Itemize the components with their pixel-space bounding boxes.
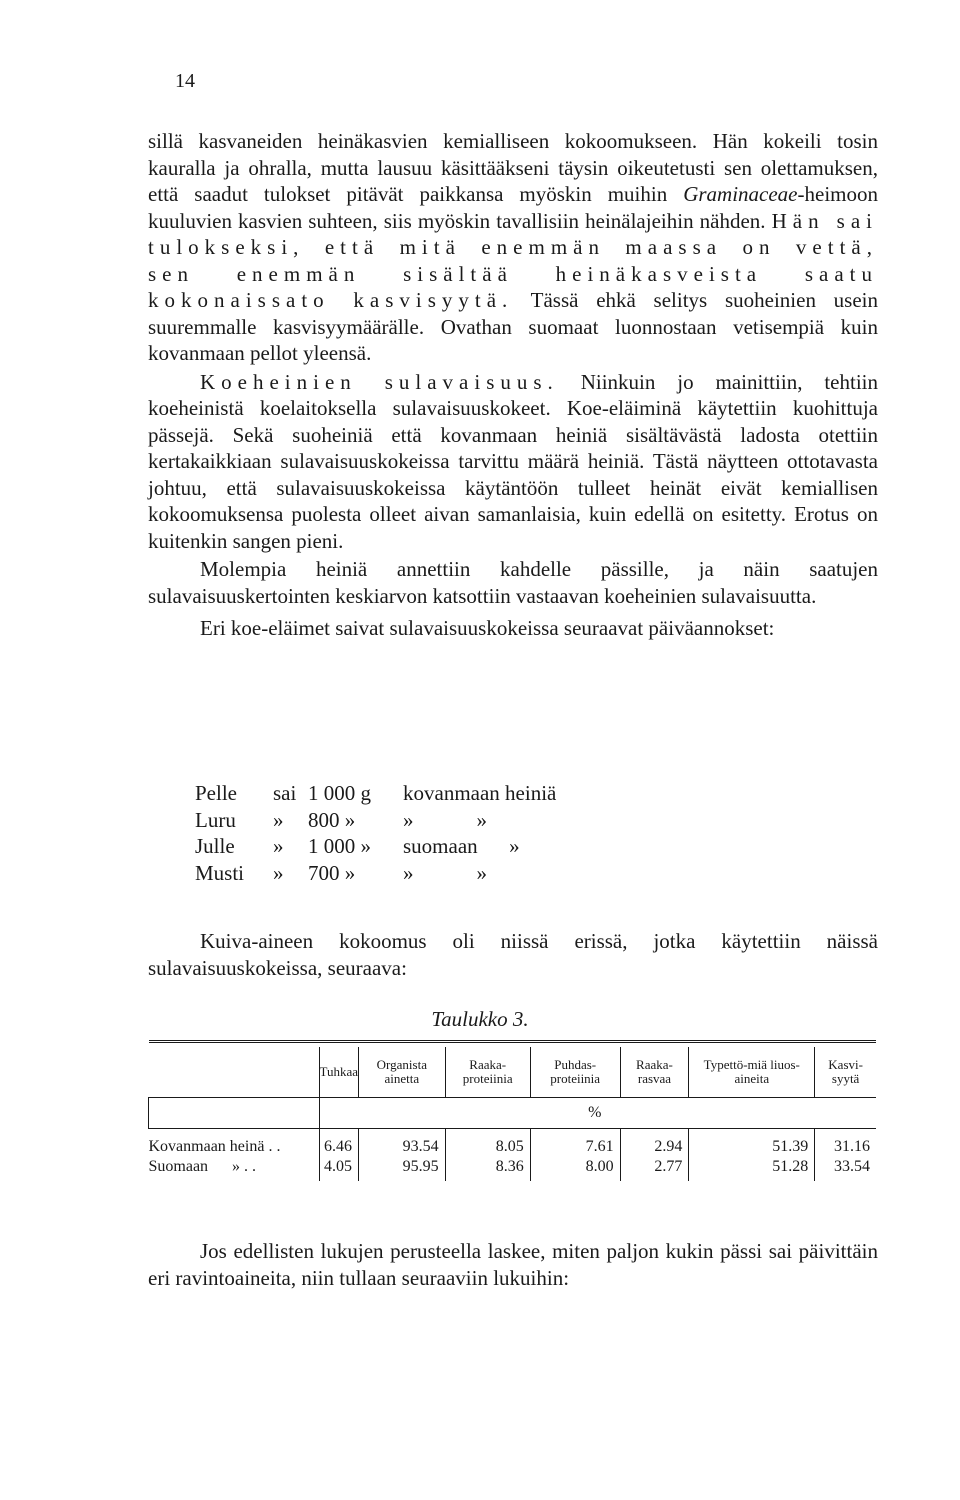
paragraph-3: Molempia heiniä annettiin kahdelle pässille, ja näin saatujen sulavaisuuskertointen keskiarvon katsottiin vastaavan koeheinien sulavaisuutta. [148, 557, 878, 608]
header-pure-protein: Puhdas-proteiinia [530, 1047, 620, 1098]
ditto-mark: » [273, 860, 284, 885]
header-ash: Tuhkaa [319, 1047, 359, 1098]
ration-row [195, 860, 573, 887]
cell: 6.46 [319, 1129, 359, 1158]
ditto-mark: » [273, 807, 284, 832]
quantity: 1 000 » [308, 834, 371, 858]
unit-row [149, 1098, 877, 1129]
cell: 2.77 [620, 1157, 689, 1181]
quantity: 800 » [308, 807, 356, 832]
ration-row [195, 833, 573, 860]
unit-percent: % [319, 1098, 876, 1129]
text-run: -heimoon kuuluvien kasvien suhteen, siis myöskin tavallisiin heinälajeihin nähden. [148, 182, 878, 233]
cell: 51.28 [689, 1157, 815, 1181]
feed: kovanmaan heiniä [403, 781, 557, 805]
paragraph-5: Kuiva-aineen kokoomus oli niissä erissä, jotka käytettiin näissä sulavaisuuskokeissa, seuraava: [148, 929, 878, 980]
paragraph-6: Jos edellisten lukujen perusteella laskee, miten paljon kukin pässi sai päivittäin eri ravintoaineita, niin tullaan seuraaviin lukuihin: [148, 1239, 878, 1290]
cell: 7.61 [530, 1129, 620, 1158]
italic-term: Graminaceae [683, 182, 798, 206]
header-organic-matter: Organista ainetta [359, 1047, 446, 1098]
text-run: sillä kasvaneiden heinäkasvien kemialliseen kokoomukseen. Hän kokeili tosin kauralla ja ohralla, mutta lausuu käsittääkseni täysin oikeutetusti sen olettamuksen, että saadut tulokset pitävät paikkansa myöskin muihin [148, 129, 878, 206]
paragraph-2 [148, 369, 878, 555]
animal-name: Musti [195, 860, 245, 885]
feed: » » [403, 807, 487, 832]
table-title: Taulukko 3. [431, 1007, 529, 1031]
header-nitrogen-free-extract: Typettö-miä liuos-aineita [689, 1047, 815, 1098]
animal-name: Pelle [195, 781, 237, 805]
header-crude-fibre: Kasvi-syytä [815, 1047, 876, 1098]
ration-list [195, 780, 573, 886]
main-text [148, 128, 878, 642]
verb: sai [273, 781, 297, 805]
cell: 31.16 [815, 1129, 876, 1158]
ration-row [195, 807, 573, 834]
animal-name: Luru [195, 807, 236, 832]
animal-name: Julle [195, 834, 235, 858]
cell: 8.00 [530, 1157, 620, 1181]
cell: 8.05 [445, 1129, 530, 1158]
emphasis-spaced: Hän sai tulokseksi, että mitä enemmän maassa on vettä, sen enemmän sisältää heinäkasveista saatu kokonaissato kasvisyytä. [148, 208, 878, 312]
feed: suomaan » [403, 834, 520, 858]
cell: 4.05 [319, 1157, 359, 1181]
header-crude-protein: Raaka-proteiinia [445, 1047, 530, 1098]
cell: 95.95 [359, 1157, 446, 1181]
cell: 8.36 [445, 1157, 530, 1181]
ditto-mark: » [273, 834, 284, 858]
table-row [149, 1129, 877, 1158]
quantity: 700 » [308, 860, 356, 885]
table-row [149, 1157, 877, 1181]
intro-to-table [148, 928, 878, 981]
text-run: Niinkuin jo mainittiin, tehtiin koeheinistä koelaitoksella sulavaisuuskokeet. Koe-eläiminä käytettiin kuohittuja pässejä. Sekä suoheiniä että kovanmaan heiniä sisältävästä ladosta otettiin kertakaikkiaan sulavaisuuskokeissa tarvittu määrä heiniä. Tästä näytteen ottotavasta johtuu, että sulavaisuuskokeissa käytäntöön tulleet heinät eivät kemiallisen kokoomuksensa puolesta olleet aivan samanlaisia, kuin edellä on esitetty. Erotus on kuitenkin sangen pieni. [148, 369, 879, 553]
cell: 51.39 [689, 1129, 815, 1158]
row-label: Kovanmaan heinä . . [149, 1129, 320, 1158]
paragraph-4: Eri koe-eläimet saivat sulavaisuuskokeissa seuraavat päiväannokset: [200, 616, 775, 640]
header-crude-fat: Raaka-rasvaa [620, 1047, 689, 1098]
closing-text [148, 1238, 878, 1291]
paragraph-1 [148, 128, 878, 367]
quantity: 1 000 g [308, 781, 371, 805]
feed: » » [403, 860, 487, 885]
page-number: 14 [175, 70, 195, 92]
cell: 93.54 [359, 1129, 446, 1158]
section-heading-spaced: Koeheinien sulavaisuus. [200, 369, 559, 394]
composition-table [148, 1040, 876, 1181]
header-blank [149, 1047, 320, 1098]
table-header-row [149, 1047, 877, 1098]
text-run: Tässä ehkä selitys suoheinien usein suuremmalle kasvisyymäärälle. Ovathan suomaat luonnostaan vetisempiä kuin kovanmaan pellot yleensä. [148, 288, 878, 365]
cell: 2.94 [620, 1129, 689, 1158]
row-label: Suomaan » . . [148, 1158, 257, 1175]
cell: 33.54 [815, 1157, 876, 1181]
ration-row [195, 780, 573, 807]
